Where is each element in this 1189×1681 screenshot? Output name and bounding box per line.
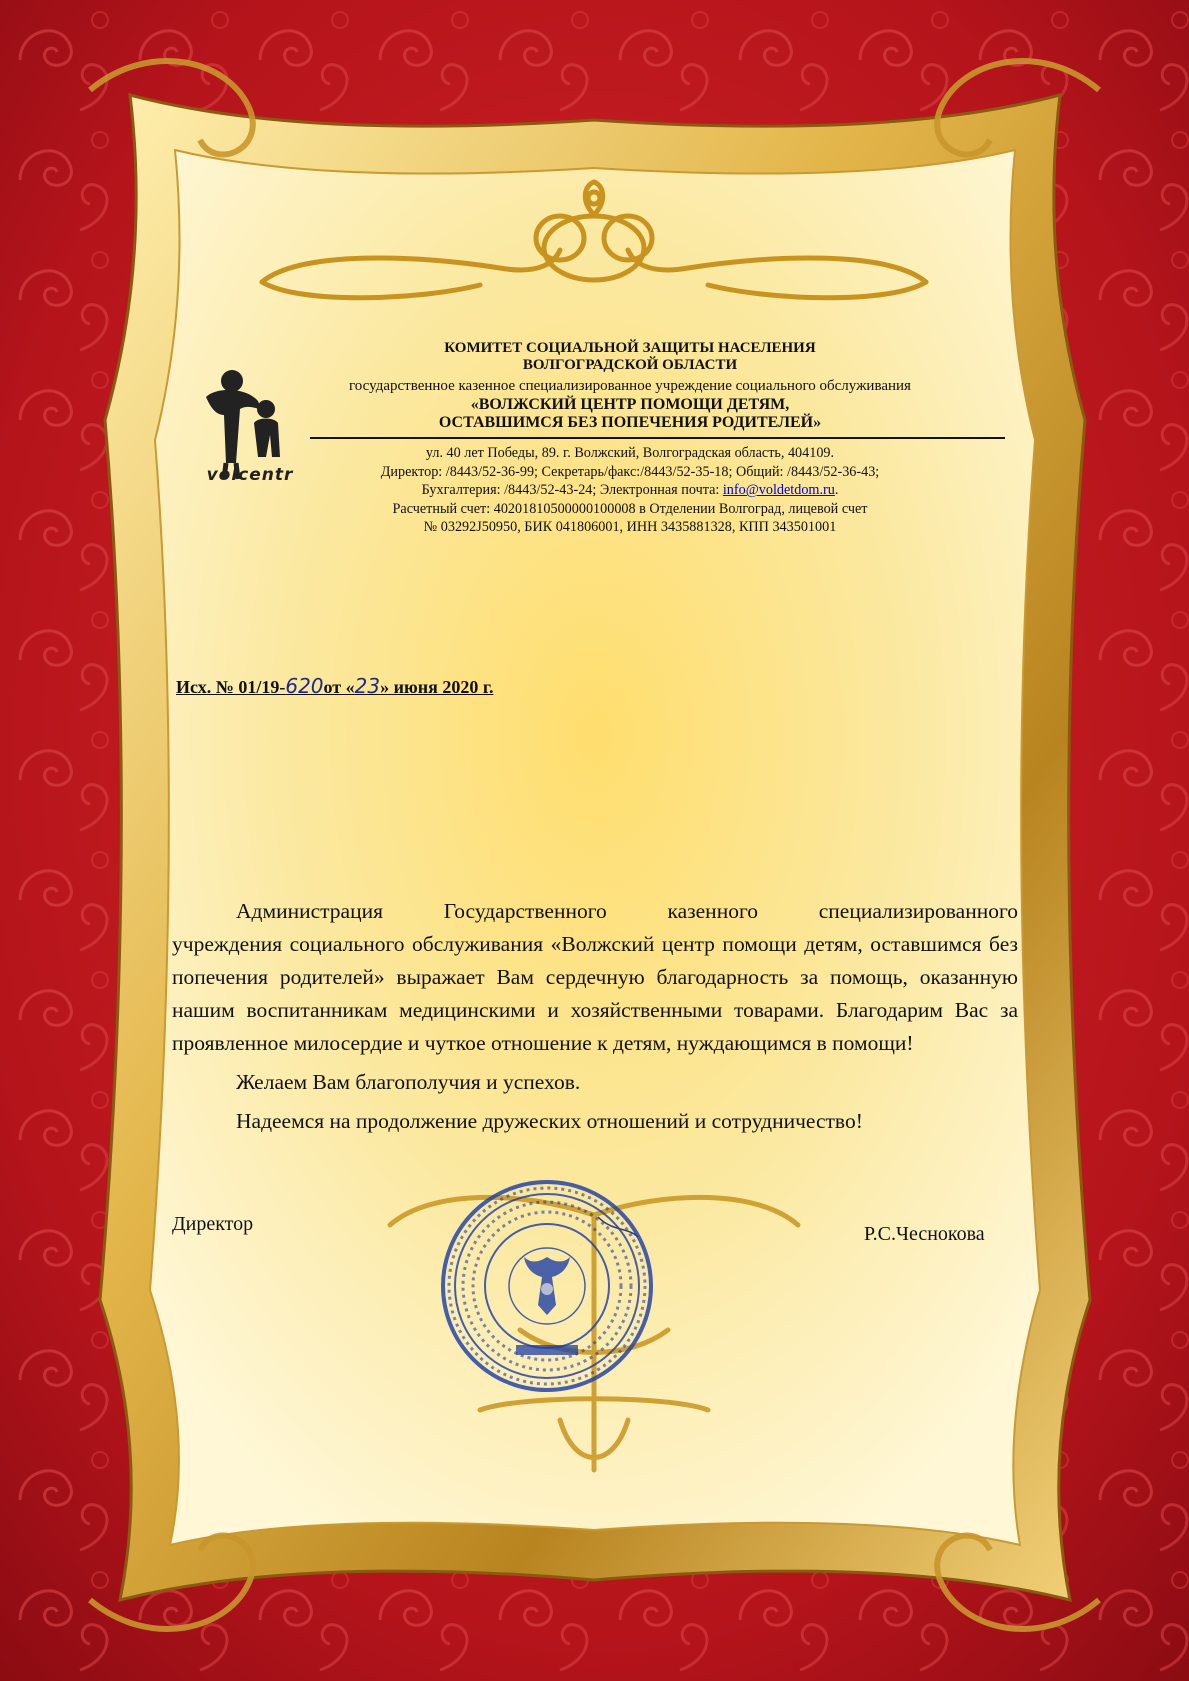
accounting-line <box>300 481 960 500</box>
committee-line-2: ВОЛГОГРАДСКОЙ ОБЛАСТИ <box>522 357 738 373</box>
bank-line-1: Расчетный счет: 40201810500000100008 в Отделении Волгоград, лицевой счет <box>392 500 868 517</box>
letter-body <box>172 895 1018 1138</box>
email-link[interactable]: info@voldetdom.ru <box>722 482 835 499</box>
signer-name: Р.С.Чеснокова <box>864 1223 985 1245</box>
header-contacts <box>300 444 960 537</box>
signer-title: Директор <box>172 1213 254 1235</box>
reference-suffix: » июня 2020 г. <box>380 677 494 697</box>
accounting-text: Бухгалтерия: /8443/52-43-24; Электронная почта: <box>421 482 723 499</box>
header-org-type: государственное казенное специализированное учреждение социального обслуживания <box>349 378 911 394</box>
paragraph-3: Надеемся на продолжение дружеских отношений и сотрудничество! <box>236 1109 863 1133</box>
paragraph-2: Желаем Вам благополучия и успехов. <box>236 1070 581 1094</box>
paragraph-1-line-1: Администрация Государственного казенного специализированного <box>236 899 1018 923</box>
reference-prefix: Исх. № 01/19- <box>176 677 286 697</box>
committee-line-1: КОМИТЕТ СОЦИАЛЬНОЙ ЗАЩИТЫ НАСЕЛЕНИЯ <box>444 340 816 356</box>
paragraph-1-rest: учреждения социального обслуживания «Волжский центр помощи детям, оставшимся без попечения родителей» выражает Вам сердечную благодарность за помощь, оказанную нашим воспитанникам медицинскими и хозяйственными товарами. Благодарим Вас за проявленное милосердие и чуткое отношение к детям, нуждающимся в помощи! <box>172 932 1018 1055</box>
org-name-line-1: «ВОЛЖСКИЙ ЦЕНТР ПОМОЩИ ДЕТЯМ, <box>470 396 790 413</box>
email-suffix: . <box>834 482 839 499</box>
header-org-name <box>300 396 960 432</box>
reference-number-handwritten: 620 <box>285 674 324 698</box>
reference-line <box>176 674 493 698</box>
header-committee <box>300 340 960 374</box>
official-seal <box>438 1177 656 1395</box>
header-divider <box>310 437 1005 439</box>
phones-line: Директор: /8443/52-36-99; Секретарь/факс:/8443/52-35-18; Общий: /8443/52-36-43; <box>380 463 880 480</box>
org-name-line-2: ОСТАВШИМСЯ БЕЗ ПОПЕЧЕНИЯ РОДИТЕЛЕЙ» <box>438 414 822 431</box>
reference-day-handwritten: 23 <box>354 674 381 698</box>
bank-line-2: № 03292J50950, БИК 041806001, ИНН 3435881328, КПП 343501001 <box>423 519 837 536</box>
reference-middle: от « <box>323 677 355 697</box>
address-line: ул. 40 лет Победы, 89. г. Волжский, Волгоградская область, 404109. <box>425 445 835 461</box>
logo-text: volcentr <box>206 465 294 485</box>
